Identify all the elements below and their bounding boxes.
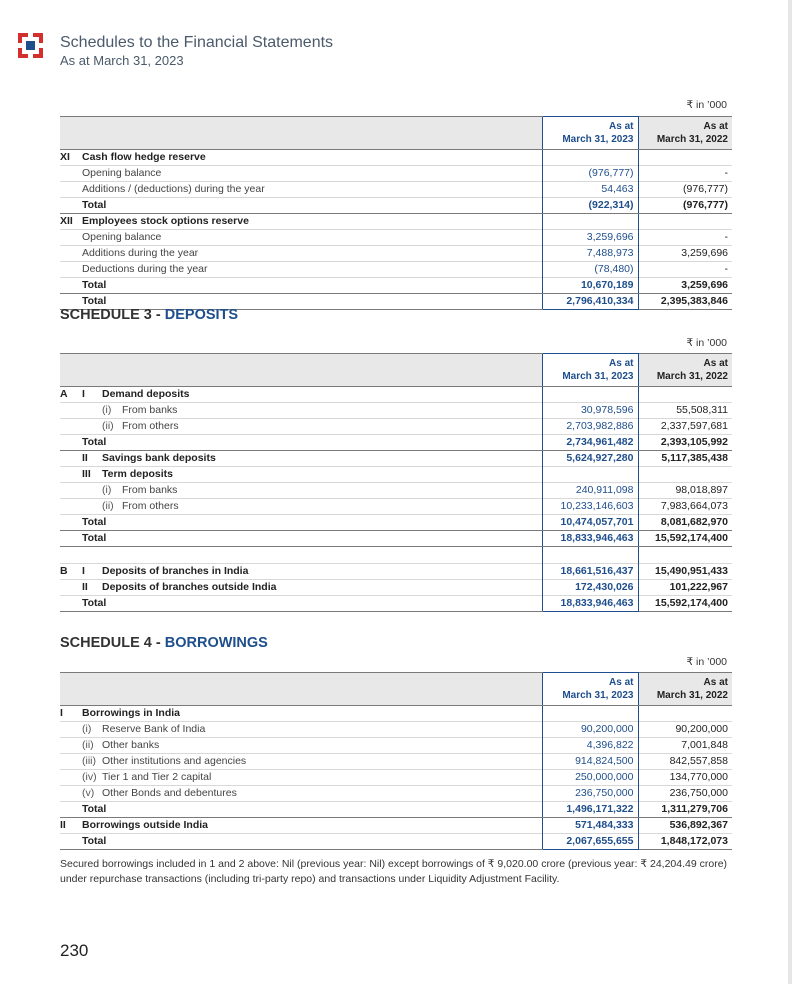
row-label: Borrowings outside India	[82, 819, 209, 831]
current-year-value: 18,661,516,437	[542, 564, 638, 580]
previous-year-value: 98,018,897	[675, 484, 728, 496]
row-numeral: III	[82, 468, 91, 480]
table-row	[60, 738, 732, 754]
table-row	[60, 596, 732, 612]
row-subnumeral: (ii)	[102, 500, 114, 512]
row-numeral: I	[82, 388, 85, 400]
row-label-cell	[60, 580, 542, 596]
label-header	[60, 354, 542, 387]
table-row	[60, 499, 732, 515]
current-year-value: 90,200,000	[542, 722, 638, 738]
table-row	[60, 770, 732, 786]
row-label: From others	[122, 500, 179, 512]
row-letter	[60, 451, 82, 466]
current-year-value: (922,314)	[542, 198, 638, 214]
row-numeral: II	[82, 581, 88, 593]
previous-year-value: 536,892,367	[669, 819, 728, 831]
row-label: Total	[82, 436, 107, 448]
row-label: Total	[82, 835, 107, 847]
row-label: From banks	[122, 404, 178, 416]
current-year-value: 54,463	[542, 182, 638, 198]
row-label-cell	[60, 754, 542, 770]
previous-year-value: 8,081,682,970	[638, 515, 732, 531]
row-label-cell	[60, 706, 542, 722]
current-year-value: 4,396,822	[542, 738, 638, 754]
previous-year-header: As at March 31, 2022	[638, 354, 732, 387]
row-label: Total	[82, 803, 107, 815]
row-label: From others	[122, 420, 179, 432]
label-header	[60, 117, 542, 150]
previous-year-value: 15,490,951,433	[655, 565, 728, 577]
row-subnumeral: (i)	[82, 723, 92, 735]
row-label: Other banks	[102, 739, 160, 751]
row-label-cell	[60, 387, 542, 403]
row-label: Cash flow hedge reserve	[82, 151, 206, 163]
table-row	[60, 802, 732, 818]
current-year-value	[542, 150, 638, 166]
table-row	[60, 166, 732, 182]
previous-year-value	[638, 214, 732, 230]
table-row	[60, 451, 732, 467]
schedule-3-prefix: SCHEDULE 3 -	[60, 307, 165, 323]
previous-year-value: 55,508,311	[676, 404, 728, 416]
previous-year-value: 7,983,664,073	[660, 500, 728, 512]
current-year-value	[542, 214, 638, 230]
row-subnumeral: (iv)	[82, 771, 97, 783]
table-row	[60, 150, 732, 166]
current-year-value: 1,496,171,322	[542, 802, 638, 818]
row-label-cell	[60, 499, 542, 515]
table-row	[60, 834, 732, 850]
label-header	[60, 673, 542, 706]
row-label-cell	[60, 166, 542, 182]
schedule-4-prefix: SCHEDULE 4 -	[60, 635, 165, 651]
row-label-cell	[60, 467, 542, 483]
previous-year-value: -	[724, 231, 728, 243]
previous-year-value: 2,337,597,681	[660, 420, 728, 432]
previous-year-value: 842,557,858	[669, 755, 728, 767]
current-year-value: (976,777)	[542, 166, 638, 182]
row-label: Term deposits	[102, 468, 173, 480]
row-subnumeral: (ii)	[82, 739, 94, 751]
row-label-cell	[60, 834, 542, 850]
row-label-cell	[60, 483, 542, 499]
previous-year-value: 1,311,279,706	[638, 802, 732, 818]
row-label: Additions / (deductions) during the year	[82, 183, 265, 195]
row-label: Additions during the year	[82, 247, 199, 259]
row-label: Deductions during the year	[82, 263, 208, 275]
row-label: Other institutions and agencies	[102, 755, 247, 767]
row-label-cell	[60, 230, 542, 246]
row-label: Employees stock options reserve	[82, 215, 249, 227]
current-year-value: 250,000,000	[542, 770, 638, 786]
footnote: Secured borrowings included in 1 and 2 above: Nil (previous year: Nil) except borrowings of ₹ 9,020.00 crore (previous year: ₹ 24,204.49 crore) under repurchase transactions (including tri-party repo) and transactions under Liquidity Adjustment Facility.	[60, 858, 728, 885]
table-row	[60, 403, 732, 419]
previous-year-value: 7,001,848	[681, 739, 728, 751]
current-year-value: 240,911,098	[542, 483, 638, 499]
row-label-cell	[60, 182, 542, 198]
row-subnumeral: (iii)	[82, 755, 96, 767]
previous-year-value: -	[724, 167, 728, 179]
row-letter: B	[60, 565, 68, 577]
current-year-header: As at March 31, 2023	[542, 673, 638, 706]
current-year-value: 18,833,946,463	[542, 531, 638, 547]
table-row	[60, 214, 732, 230]
table-row	[60, 564, 732, 580]
row-letter: A	[60, 388, 68, 400]
row-numeral: II	[60, 819, 66, 831]
row-label-cell	[60, 786, 542, 802]
previous-year-value: 101,222,967	[669, 581, 728, 593]
row-label-cell	[60, 419, 542, 435]
borrowings-table	[60, 672, 732, 850]
current-year-value: 18,833,946,463	[542, 596, 638, 612]
previous-year-header: As at March 31, 2022	[638, 673, 732, 706]
row-label-cell	[60, 214, 542, 230]
row-label-cell	[60, 531, 542, 547]
current-year-header: As at March 31, 2023	[542, 117, 638, 150]
row-label: Total	[82, 597, 107, 609]
bank-logo	[18, 33, 43, 58]
row-subnumeral: (v)	[82, 787, 95, 799]
previous-year-value: 5,117,385,438	[661, 452, 728, 464]
row-label-cell	[60, 770, 542, 786]
row-label: Demand deposits	[102, 388, 190, 400]
page-number: 230	[60, 941, 89, 960]
previous-year-value: 3,259,696	[681, 247, 728, 259]
unit-label: ₹ in ’000	[686, 337, 727, 349]
current-year-value	[542, 706, 638, 722]
previous-year-header: As at March 31, 2022	[638, 117, 732, 150]
row-label: Total	[82, 295, 107, 307]
row-label: Deposits of branches in India	[102, 565, 249, 577]
current-year-value: 7,488,973	[542, 246, 638, 262]
current-year-value	[542, 387, 638, 403]
previous-year-value: (976,777)	[638, 198, 732, 214]
row-label: Total	[82, 516, 107, 528]
unit-label: ₹ in ’000	[686, 656, 727, 668]
previous-year-value: 15,592,174,400	[638, 531, 732, 547]
previous-year-value	[638, 706, 732, 722]
current-year-value: 2,796,410,334	[542, 294, 638, 310]
table-row	[60, 706, 732, 722]
row-label: Tier 1 and Tier 2 capital	[102, 771, 212, 783]
previous-year-value: 134,770,000	[669, 771, 728, 783]
row-label: Borrowings in India	[82, 707, 181, 719]
row-label: Total	[82, 279, 107, 291]
row-label-cell	[60, 435, 542, 451]
page-title: Schedules to the Financial Statements	[60, 34, 334, 51]
reserves-table	[60, 116, 732, 310]
row-numeral: I	[60, 707, 63, 719]
table-row	[60, 467, 732, 483]
schedule-4-title	[60, 635, 268, 651]
row-label: Savings bank deposits	[102, 452, 216, 464]
current-year-value: 2,067,655,655	[542, 834, 638, 850]
table-row	[60, 754, 732, 770]
row-label: Deposits of branches outside India	[102, 581, 277, 593]
row-label: From banks	[122, 484, 178, 496]
previous-year-value: -	[724, 263, 728, 275]
table-row	[60, 230, 732, 246]
row-subnumeral: (i)	[102, 484, 112, 496]
table-row	[60, 483, 732, 499]
previous-year-value: (976,777)	[683, 183, 728, 195]
current-year-value: (78,480)	[542, 262, 638, 278]
row-label: Opening balance	[82, 167, 162, 179]
current-year-value: 10,670,189	[542, 278, 638, 294]
current-year-value: 236,750,000	[542, 786, 638, 802]
row-label-cell	[60, 262, 542, 278]
row-label: Reserve Bank of India	[102, 723, 206, 735]
schedule-3-title	[60, 307, 238, 323]
row-label-cell	[60, 738, 542, 754]
row-subnumeral: (ii)	[102, 420, 114, 432]
current-year-value	[542, 547, 638, 564]
table-row	[60, 246, 732, 262]
previous-year-value: 15,592,174,400	[638, 596, 732, 612]
row-numeral: XI	[60, 151, 70, 163]
previous-year-value: 236,750,000	[669, 787, 728, 799]
current-year-value: 10,233,146,603	[542, 499, 638, 515]
row-label-cell	[60, 515, 542, 531]
table-row	[60, 531, 732, 547]
table-row	[60, 278, 732, 294]
row-label-cell	[60, 596, 542, 612]
table-row	[60, 547, 732, 564]
row-label: Opening balance	[82, 231, 162, 243]
table-row	[60, 198, 732, 214]
table-row	[60, 786, 732, 802]
table-row	[60, 818, 732, 834]
previous-year-value: 2,393,105,992	[638, 435, 732, 451]
current-year-value: 2,734,961,482	[542, 435, 638, 451]
row-label-cell	[60, 722, 542, 738]
row-label-cell	[60, 198, 542, 214]
previous-year-value: 2,395,383,846	[638, 294, 732, 310]
row-label: Total	[82, 532, 107, 544]
row-label-cell	[60, 818, 542, 834]
row-subnumeral: (i)	[102, 404, 112, 416]
row-label-cell	[60, 278, 542, 294]
row-label: Other Bonds and debentures	[102, 787, 237, 799]
row-label-cell	[60, 403, 542, 419]
table-row	[60, 435, 732, 451]
page-edge	[788, 0, 792, 984]
row-label-cell	[60, 547, 542, 564]
current-year-value: 3,259,696	[542, 230, 638, 246]
current-year-value: 2,703,982,886	[542, 419, 638, 435]
table-row	[60, 515, 732, 531]
table-row	[60, 262, 732, 278]
row-numeral: XII	[60, 215, 73, 227]
schedule-3-name: DEPOSITS	[164, 307, 239, 323]
row-letter	[60, 580, 82, 595]
row-letter	[60, 467, 82, 482]
table-row	[60, 722, 732, 738]
row-label: Total	[82, 199, 107, 211]
row-label-cell	[60, 451, 542, 467]
row-numeral: I	[82, 565, 85, 577]
current-year-value: 172,430,026	[542, 580, 638, 596]
current-year-value: 30,978,596	[542, 403, 638, 419]
row-numeral: II	[82, 452, 88, 464]
previous-year-value: 90,200,000	[675, 723, 728, 735]
row-label-cell	[60, 802, 542, 818]
row-label-cell	[60, 150, 542, 166]
current-year-value: 914,824,500	[542, 754, 638, 770]
previous-year-value: 3,259,696	[638, 278, 732, 294]
previous-year-value: 1,848,172,073	[638, 834, 732, 850]
row-label-cell	[60, 246, 542, 262]
previous-year-value	[638, 547, 732, 564]
schedule-4-name: BORROWINGS	[164, 635, 268, 651]
current-year-value	[542, 467, 638, 483]
deposits-table	[60, 353, 732, 612]
table-row	[60, 580, 732, 596]
unit-label: ₹ in ’000	[686, 99, 727, 111]
current-year-value: 571,484,333	[542, 818, 638, 834]
current-year-value: 10,474,057,701	[542, 515, 638, 531]
previous-year-value	[638, 387, 732, 403]
page-subtitle: As at March 31, 2023	[60, 53, 184, 68]
table-row	[60, 419, 732, 435]
table-row	[60, 182, 732, 198]
current-year-value: 5,624,927,280	[542, 451, 638, 467]
previous-year-value	[638, 150, 732, 166]
row-label-cell	[60, 564, 542, 580]
table-row	[60, 387, 732, 403]
current-year-header: As at March 31, 2023	[542, 354, 638, 387]
previous-year-value	[638, 467, 732, 483]
